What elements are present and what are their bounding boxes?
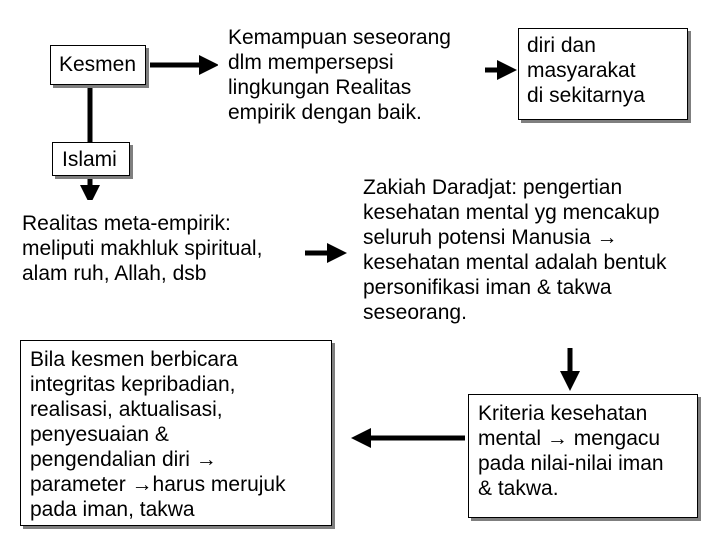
node-kriteria: Kriteria kesehatan mental → mengacu pada nilai-nilai iman & takwa. [468, 394, 698, 518]
node-kemampuan: Kemampuan seseorang dlm mempersepsi lingkungan Realitas empirik dengan baik. [218, 18, 484, 142]
node-kesmen: Kesmen [50, 45, 146, 85]
node-islami: Islami [52, 142, 130, 176]
node-diri: diri dan masyarakat di sekitarnya [518, 28, 688, 120]
node-realitas: Realitas meta-empirik: meliputi makhluk spiritual, alam ruh, Allah, dsb [12, 200, 302, 300]
node-zakiah: Zakiah Daradjat: pengertian kesehatan mental yg mencakup seluruh potensi Manusia → kesehatan mental adalah bentuk personifikasi iman & takwa seseorang. [350, 168, 720, 348]
node-bila: Bila kesmen berbicara integritas kepribadian, realisasi, aktualisasi, penyesuaian & pengendalian diri → parameter →harus merujuk pada iman, takwa [20, 340, 332, 526]
